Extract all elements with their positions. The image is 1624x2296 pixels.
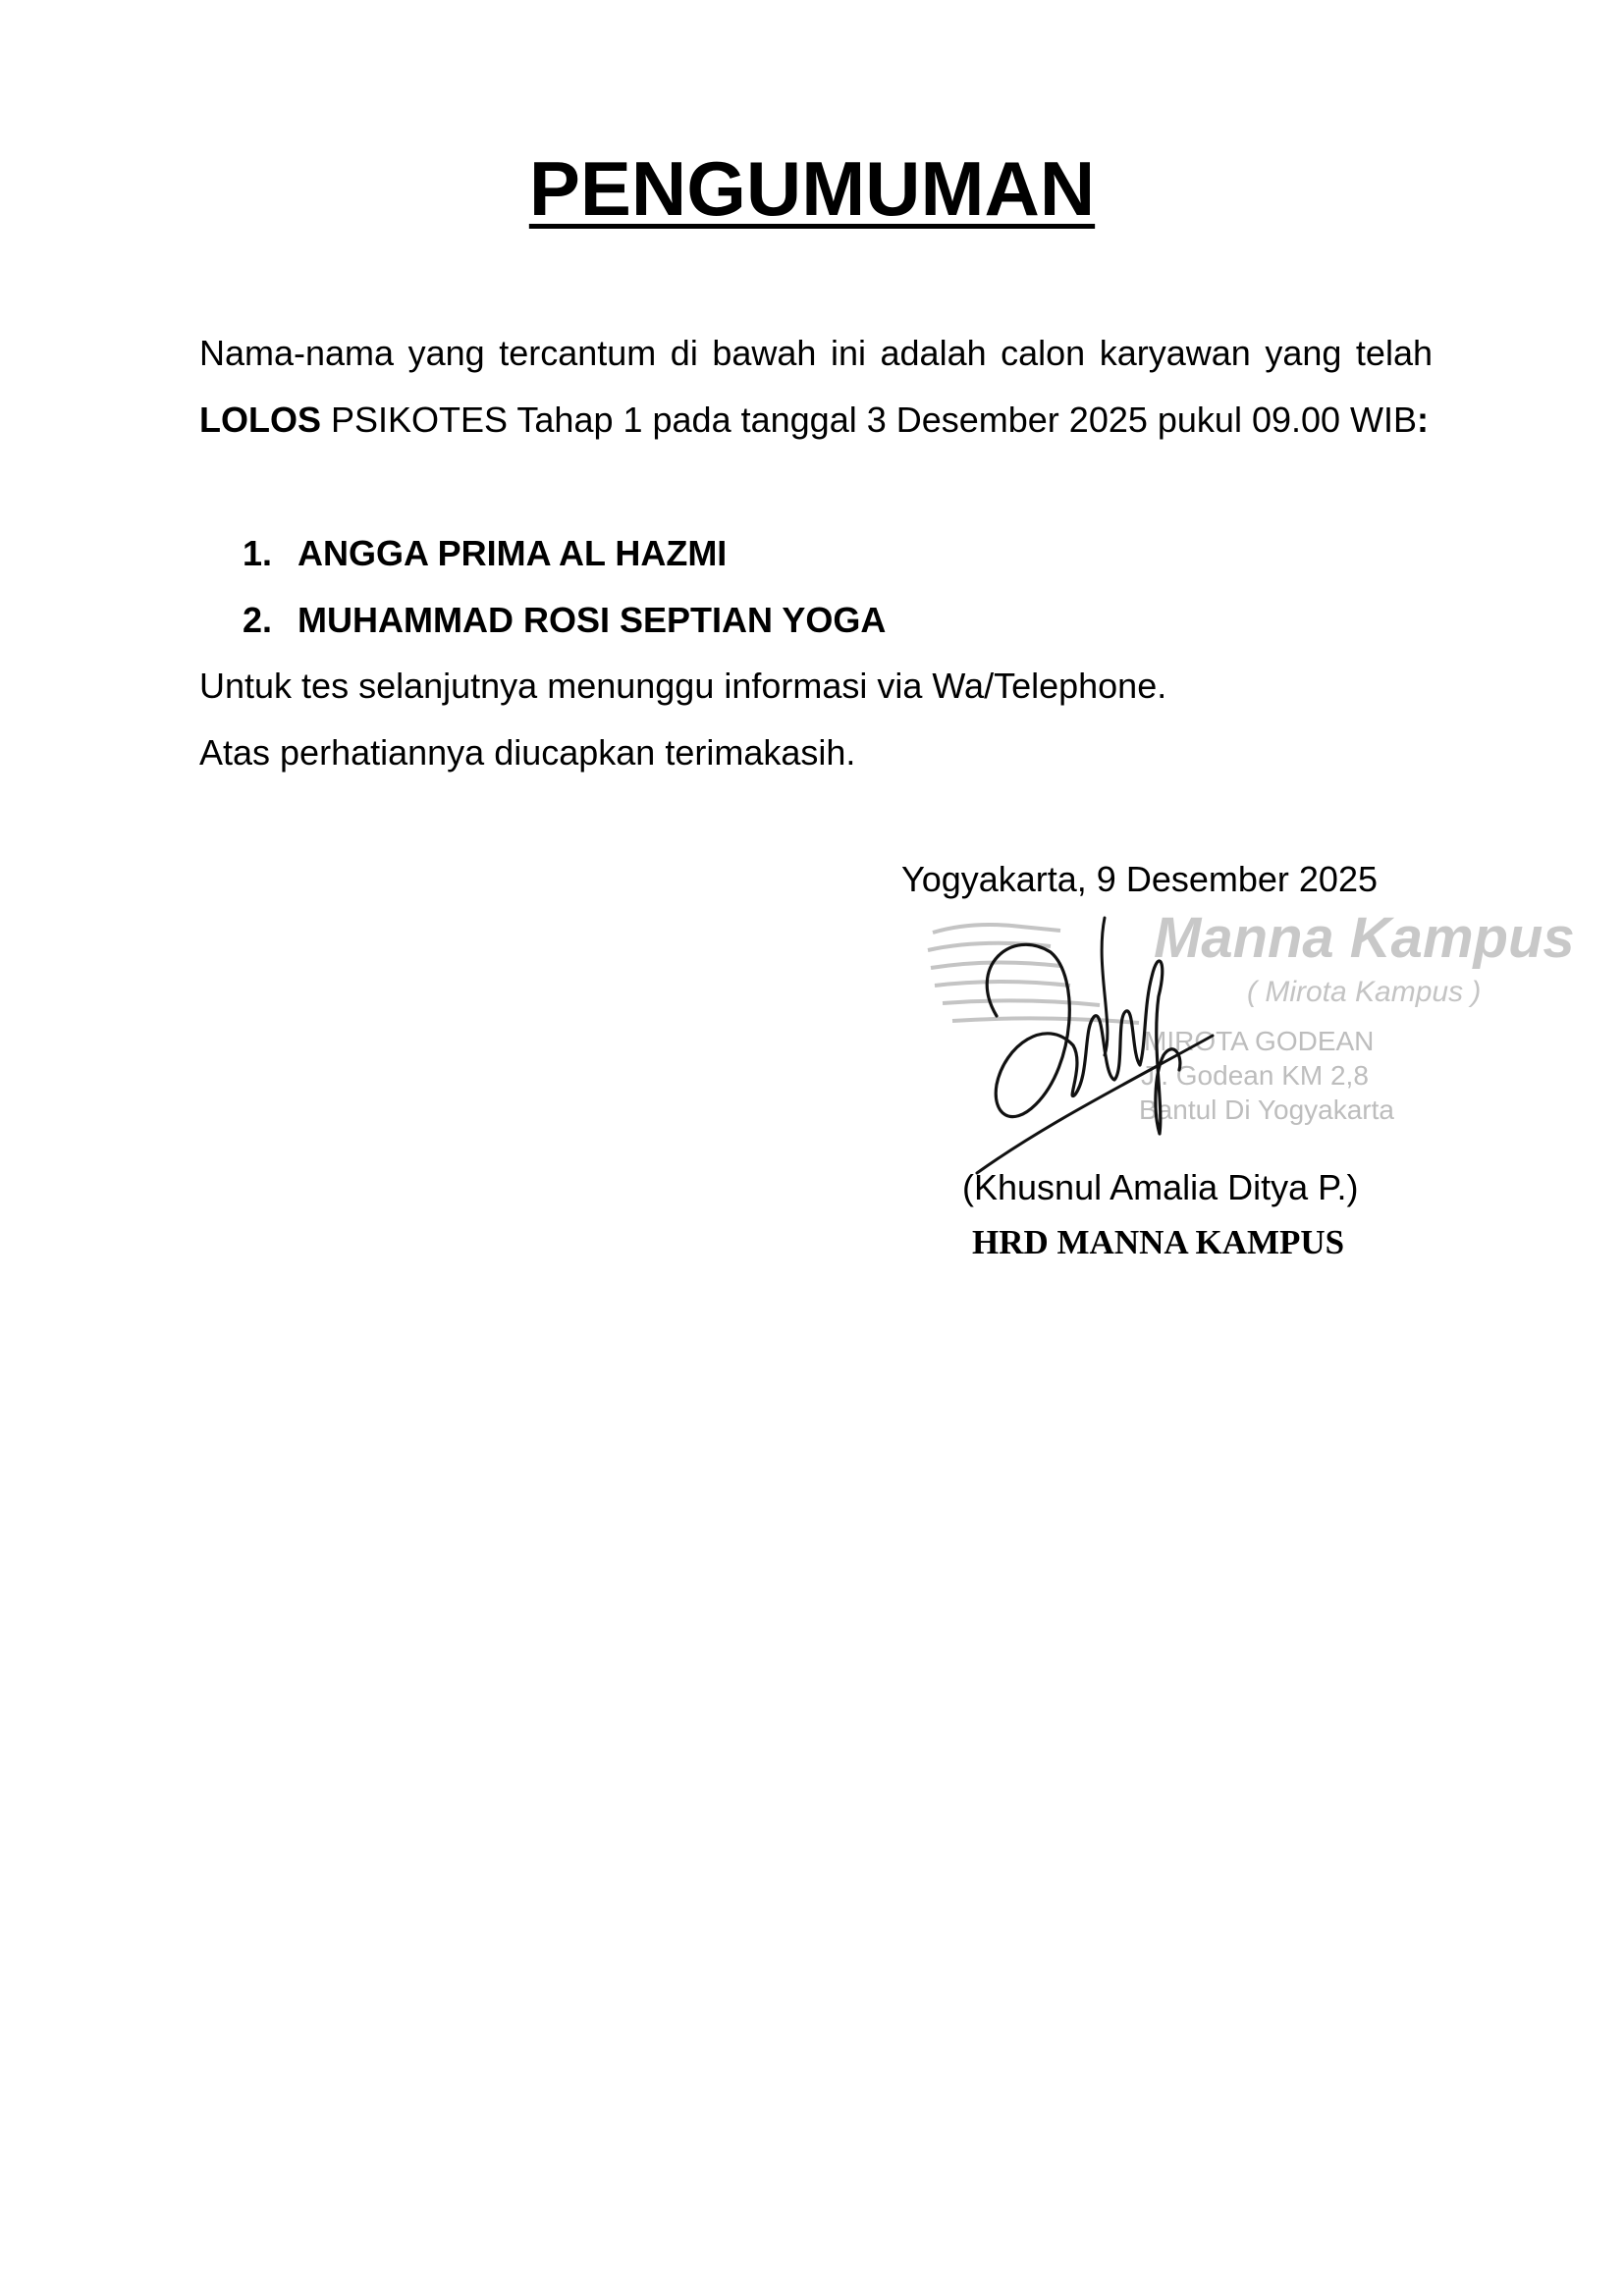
stamp-sub-brand: ( Mirota Kampus ) (1247, 976, 1482, 1008)
list-item-name: ANGGA PRIMA AL HAZMI (298, 533, 728, 573)
stamp-line1: MIROTA GODEAN (1144, 1026, 1375, 1056)
signer-position: HRD MANNA KAMPUS (972, 1223, 1345, 1261)
signature-icon (957, 908, 1252, 1193)
page-title: PENGUMUMAN (528, 145, 1096, 232)
intro-paragraph (199, 320, 1433, 454)
intro-bold-lolos: LOLOS (199, 400, 321, 440)
closing-line-thanks: Atas perhatiannya diucapkan terimakasih. (199, 732, 856, 773)
list-item (243, 587, 886, 654)
list-item-name: MUHAMMAD ROSI SEPTIAN YOGA (298, 600, 887, 640)
intro-text-part1: Nama-nama yang tercantum di bawah ini adalah calon karyawan yang telah (199, 333, 1433, 373)
list-item (243, 520, 886, 587)
list-item-number: 2. (243, 600, 273, 640)
intro-text-part2: PSIKOTES Tahap 1 pada tanggal 3 Desember 2025 pukul 09.00 WIB (321, 400, 1418, 440)
list-item-number: 1. (243, 533, 273, 573)
stamp-brand: Manna Kampus (1154, 906, 1575, 970)
intro-colon: : (1417, 400, 1430, 440)
place-date: Yogyakarta, 9 Desember 2025 (901, 859, 1378, 899)
candidate-list (243, 520, 886, 654)
closing-line-info: Untuk tes selanjutnya menunggu informasi via Wa/Telephone. (199, 666, 1167, 706)
signer-name: (Khusnul Amalia Ditya P.) (962, 1167, 1359, 1207)
stamp-line2: Jl. Godean KM 2,8 (1141, 1060, 1369, 1091)
stamp-line3: Bantul Di Yogyakarta (1139, 1095, 1394, 1125)
